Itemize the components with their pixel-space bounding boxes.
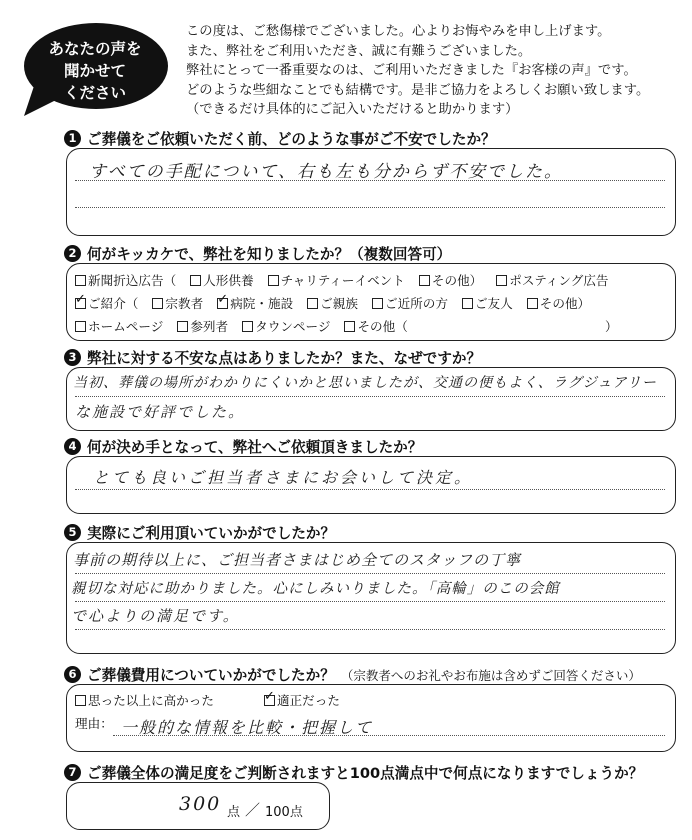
handwritten-score: 300	[179, 793, 222, 815]
dotted-line	[75, 396, 665, 397]
option-row	[75, 690, 350, 709]
checkbox[interactable]	[307, 298, 318, 309]
handwritten-answer: すべての手配について、右も左も分からず不安でした。	[89, 162, 563, 182]
question-number: 3	[64, 349, 81, 366]
checkbox[interactable]	[75, 695, 86, 706]
handwritten-answer: な施設で好評でした。	[75, 403, 246, 421]
checkbox[interactable]	[419, 275, 430, 286]
question-3-heading	[64, 347, 481, 368]
score-max: 100点	[265, 805, 303, 820]
option-friends[interactable]: ご友人	[462, 293, 513, 312]
checkbox[interactable]	[496, 275, 507, 286]
checkbox[interactable]	[75, 275, 86, 286]
question-6-heading	[64, 664, 641, 685]
option-more-expensive[interactable]: 思った以上に高かった	[75, 690, 214, 709]
question-7-answer-box[interactable]	[66, 782, 330, 830]
option-homepage[interactable]: ホームページ	[75, 316, 163, 335]
question-4-heading	[64, 436, 422, 457]
question-7-heading	[64, 762, 643, 783]
question-5-heading	[64, 522, 335, 543]
speech-bubble-text: あなたの声を 聞かせて ください	[48, 40, 142, 102]
dotted-line	[75, 573, 665, 574]
dotted-line	[75, 629, 665, 630]
option-relatives[interactable]: ご親族	[307, 293, 358, 312]
question-3-answer-box[interactable]	[66, 367, 676, 431]
checkbox[interactable]	[372, 298, 383, 309]
checkbox[interactable]	[527, 298, 538, 309]
checkbox[interactable]	[242, 321, 253, 332]
option-other-1[interactable]: その他）	[419, 270, 482, 289]
dotted-line	[75, 489, 665, 490]
intro-line: （できるだけ具体的にご記入いただけると助かります）	[186, 102, 519, 117]
option-newspaper-ad[interactable]: 新聞折込広告（	[75, 270, 176, 289]
score-unit: 点	[227, 805, 241, 820]
question-number: 4	[64, 438, 81, 455]
question-1-heading	[64, 128, 496, 149]
option-neighbors[interactable]: ご近所の方	[372, 293, 448, 312]
handwritten-answer: とても良いご担当者さまにお会いして決定。	[93, 468, 474, 487]
option-row	[75, 293, 600, 312]
question-text: 実際にご利用頂いていかがでしたか？	[87, 525, 336, 542]
checkbox[interactable]	[190, 275, 201, 286]
option-row	[75, 316, 661, 335]
question-number: 7	[64, 764, 81, 781]
checkbox[interactable]	[268, 275, 279, 286]
checkbox[interactable]	[75, 321, 86, 332]
question-2-heading	[64, 243, 451, 264]
checkbox[interactable]	[152, 298, 163, 309]
question-4-answer-box[interactable]	[66, 456, 676, 514]
question-number: 6	[64, 666, 81, 683]
option-appropriate[interactable]: ✓ 適正だった	[264, 690, 340, 709]
handwritten-answer: 当初、葬儀の場所がわかりにくいかと思いましたが、交通の便もよく、ラグジュアリー	[73, 375, 657, 391]
question-text: ご葬儀をご依頼いただく前、どのような事がご不安でしたか？	[87, 131, 496, 148]
question-number: 5	[64, 524, 81, 541]
option-referral[interactable]: ✓ご紹介（	[75, 293, 138, 312]
checkbox-checked[interactable]	[217, 298, 228, 309]
question-text: 何が決め手となって、弊社へご依頼頂きましたか？	[87, 439, 423, 456]
handwritten-answer: で心よりの満足です。	[71, 607, 240, 625]
handwritten-answer: 親切な対応に助かりました。心にしみいりました。「高輪」のこの会館	[71, 581, 560, 597]
dotted-line	[75, 601, 665, 602]
option-charity-event[interactable]: チャリティーイベント	[268, 270, 405, 289]
dotted-line	[75, 207, 665, 208]
question-text: ご葬儀全体の満足度をご判断されますと100点満点中で何点になりますでしょうか？	[87, 765, 644, 782]
intro-line: この度は、ご愁傷様でございました。心よりお悔やみを申し上げます。	[186, 24, 611, 39]
checkbox[interactable]	[462, 298, 473, 309]
question-1-answer-box[interactable]	[66, 148, 676, 236]
speech-bubble	[22, 20, 172, 120]
option-townpage[interactable]: タウンページ	[242, 316, 330, 335]
question-text: 弊社に対する不安な点はありましたか？また、なぜですか？	[87, 350, 482, 367]
option-posting-ad[interactable]: ポスティング広告	[496, 270, 608, 289]
intro-text	[186, 22, 686, 120]
question-text: ご葬儀費用についていかがでしたか？	[87, 667, 335, 684]
checkbox[interactable]	[344, 321, 355, 332]
question-6-answer-box	[66, 684, 676, 752]
handwritten-answer: 事前の期待以上に、ご担当者さまはじめ全てのスタッフの丁寧	[73, 551, 522, 569]
option-other-2[interactable]: その他）	[527, 293, 590, 312]
intro-line: どのような些細なことでも結構です。是非ご協力をよろしくお願い致します。	[186, 82, 650, 98]
intro-line: また、弊社をご利用いただき、誠に有難うございました。	[186, 43, 532, 59]
checkbox[interactable]	[177, 321, 188, 332]
option-doll-memorial[interactable]: 人形供養	[190, 270, 253, 289]
option-religious[interactable]: 宗教者	[152, 293, 203, 312]
checkbox-checked[interactable]	[75, 298, 86, 309]
question-number: 2	[64, 245, 81, 262]
option-row	[75, 270, 619, 289]
question-note: （宗教者へのお礼やお布施は含めずご回答ください）	[340, 667, 641, 683]
close-paren: ）	[605, 319, 618, 334]
option-other-3[interactable]: その他（	[344, 316, 407, 335]
reason-label: 理由：	[75, 716, 113, 731]
question-2-options-box	[66, 263, 676, 341]
handwritten-reason: 一般的な情報を比較・把握して	[121, 718, 374, 737]
question-text: 何がキッカケで、弊社を知りましたか？（複数回答可）	[87, 246, 452, 263]
score-slash: ／	[245, 801, 261, 819]
question-5-answer-box[interactable]	[66, 542, 676, 654]
checkbox-checked[interactable]	[264, 695, 275, 706]
question-number: 1	[64, 130, 81, 147]
option-attendee[interactable]: 参列者	[177, 316, 228, 335]
option-hospital[interactable]: ✓ 病院・施設	[217, 293, 293, 312]
intro-line: 弊社にとって一番重要なのは、ご利用いただきました『お客様の声』です。	[186, 63, 637, 78]
